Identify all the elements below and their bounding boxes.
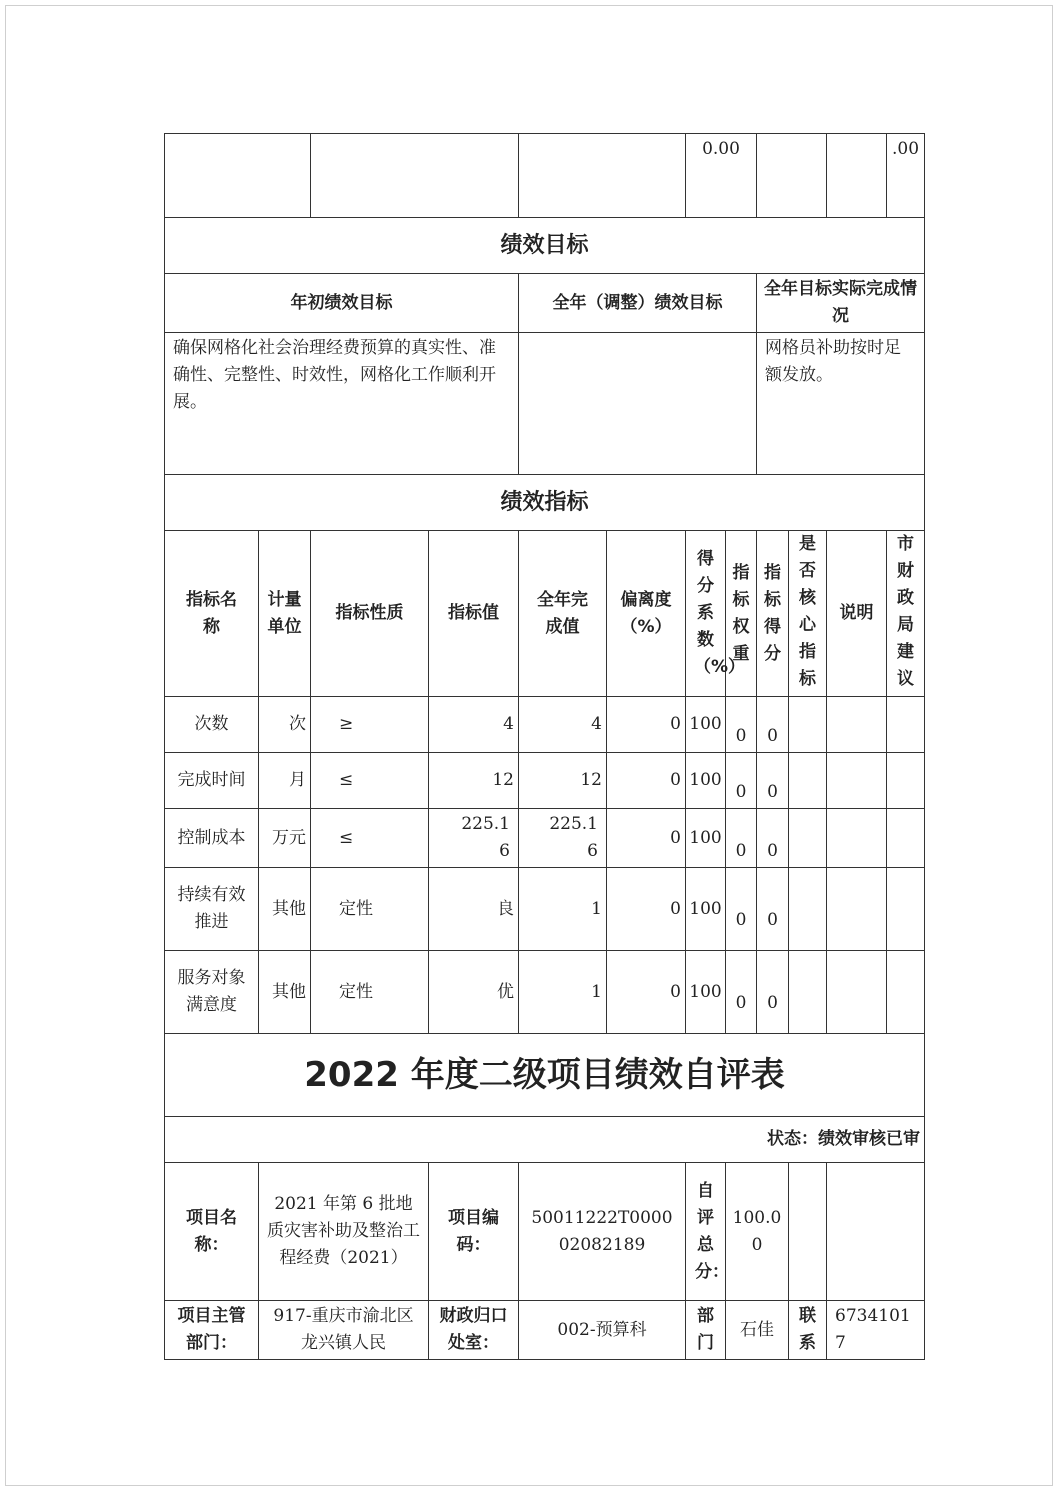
indicator-deviation: 0: [607, 697, 686, 753]
indicator-note: [827, 809, 887, 868]
indicator-coef: 100: [686, 809, 726, 868]
indicator-score: 0: [757, 753, 789, 809]
col-initial-goal: 年初绩效目标: [165, 274, 519, 333]
table-row: [165, 697, 925, 753]
indicator-weight: 0: [726, 809, 757, 868]
indicator-core: [789, 868, 827, 951]
header-advice: 市财政局建议: [887, 531, 925, 697]
indicator-core: [789, 697, 827, 753]
contact-person: 石佳: [726, 1301, 789, 1360]
goals-section-title: 绩效目标: [165, 218, 925, 274]
table-row: [165, 809, 925, 868]
indicator-value: 良: [429, 868, 519, 951]
indicator-actual: 1: [519, 868, 607, 951]
indicator-actual: 12: [519, 753, 607, 809]
empty-cell: [789, 1163, 827, 1301]
indicator-advice: [887, 753, 925, 809]
header-unit: 计量单位: [259, 531, 311, 697]
indicator-score: 0: [757, 697, 789, 753]
empty-cell: [165, 134, 311, 218]
header-deviation: 偏离度（%）: [607, 531, 686, 697]
finance-value: 002-预算科: [519, 1301, 686, 1360]
indicator-nature: ≤: [311, 809, 429, 868]
indicator-name: 控制成本: [165, 809, 259, 868]
indicator-deviation: 0: [607, 809, 686, 868]
indicator-advice: [887, 697, 925, 753]
amount-cell-narrow: .00: [887, 134, 925, 218]
indicator-weight: 0: [726, 951, 757, 1034]
header-core: 是否核心指标: [789, 531, 827, 697]
table-row: [165, 218, 925, 274]
indicator-note: [827, 868, 887, 951]
table-row: [165, 1301, 925, 1360]
indicator-unit: 月: [259, 753, 311, 809]
actual-completion-text: 网格员补助按时足额发放。: [757, 333, 925, 475]
indicator-unit: 其他: [259, 868, 311, 951]
empty-cell: [757, 134, 827, 218]
adjusted-goal-text: [519, 333, 757, 475]
indicator-score: 0: [757, 809, 789, 868]
dept-value: 917-重庆市渝北区龙兴镇人民: [259, 1301, 429, 1360]
table-row: [165, 1117, 925, 1163]
initial-goal-text: 确保网格化社会治理经费预算的真实性、准确性、完整性、时效性，网格化工作顺利开展。: [165, 333, 519, 475]
header-note: 说明: [827, 531, 887, 697]
indicator-name: 持续有效推进: [165, 868, 259, 951]
header-nature: 指标性质: [311, 531, 429, 697]
indicator-deviation: 0: [607, 868, 686, 951]
indicator-value: 225.16: [429, 809, 519, 868]
indicator-coef: 100: [686, 951, 726, 1034]
indicator-unit: 万元: [259, 809, 311, 868]
project-code-label: 项目编码：: [429, 1163, 519, 1301]
empty-cell: [827, 1163, 925, 1301]
header-weight: 指标权重: [726, 531, 757, 697]
indicator-advice: [887, 868, 925, 951]
indicator-name: 服务对象满意度: [165, 951, 259, 1034]
indicator-weight: 0: [726, 697, 757, 753]
table-row: [165, 868, 925, 951]
self-score-value: 100.00: [726, 1163, 789, 1301]
indicator-actual: 225.16: [519, 809, 607, 868]
indicators-section-title: 绩效指标: [165, 475, 925, 531]
indicator-nature: 定性: [311, 868, 429, 951]
report-title: 2022 年度二级项目绩效自评表: [165, 1034, 925, 1117]
table-row: [165, 1163, 925, 1301]
empty-cell: [519, 134, 686, 218]
empty-cell: [311, 134, 519, 218]
indicator-deviation: 0: [607, 951, 686, 1034]
indicator-score: 0: [757, 951, 789, 1034]
table-row: [165, 1034, 925, 1117]
indicator-core: [789, 753, 827, 809]
indicator-note: [827, 753, 887, 809]
indicator-core: [789, 809, 827, 868]
indicator-nature: ≥: [311, 697, 429, 753]
dept-label: 项目主管部门：: [165, 1301, 259, 1360]
indicator-unit: 次: [259, 697, 311, 753]
table-row: [165, 753, 925, 809]
col-adjusted-goal: 全年（调整）绩效目标: [519, 274, 757, 333]
table-row: [165, 475, 925, 531]
phone-value: 67341017: [827, 1301, 925, 1360]
indicator-nature: ≤: [311, 753, 429, 809]
indicator-name: 次数: [165, 697, 259, 753]
empty-cell: [827, 134, 887, 218]
project-code-value: 50011222T000002082189: [519, 1163, 686, 1301]
indicator-deviation: 0: [607, 753, 686, 809]
indicator-name: 完成时间: [165, 753, 259, 809]
indicator-note: [827, 951, 887, 1034]
contact-dept-label: 部门: [686, 1301, 726, 1360]
indicator-coef: 100: [686, 697, 726, 753]
performance-table: [164, 133, 925, 1360]
indicator-value: 优: [429, 951, 519, 1034]
table-row: [165, 134, 925, 218]
status-badge: 状态：绩效审核已审: [165, 1117, 925, 1163]
header-score: 指标得分: [757, 531, 789, 697]
project-name-label: 项目名称：: [165, 1163, 259, 1301]
header-value: 指标值: [429, 531, 519, 697]
table-row: [165, 274, 925, 333]
indicator-actual: 1: [519, 951, 607, 1034]
col-actual-completion: 全年目标实际完成情况: [757, 274, 925, 333]
phone-label: 联系: [789, 1301, 827, 1360]
table-row: [165, 951, 925, 1034]
indicator-nature: 定性: [311, 951, 429, 1034]
indicator-core: [789, 951, 827, 1034]
indicator-weight: 0: [726, 753, 757, 809]
indicator-weight: 0: [726, 868, 757, 951]
indicator-actual: 4: [519, 697, 607, 753]
header-actual: 全年完成值: [519, 531, 607, 697]
indicator-note: [827, 697, 887, 753]
indicator-header-row: [165, 531, 925, 697]
header-indicator-name: 指标名称: [165, 531, 259, 697]
header-coef: 得分系数（%）: [686, 531, 726, 697]
indicator-unit: 其他: [259, 951, 311, 1034]
table-row: [165, 333, 925, 475]
self-score-label: 自评总分：: [686, 1163, 726, 1301]
amount-cell: 0.00: [686, 134, 757, 218]
indicator-coef: 100: [686, 753, 726, 809]
indicator-advice: [887, 951, 925, 1034]
indicator-score: 0: [757, 868, 789, 951]
project-name-value: 2021 年第 6 批地质灾害补助及整治工程经费（2021）: [259, 1163, 429, 1301]
indicator-coef: 100: [686, 868, 726, 951]
indicator-value: 4: [429, 697, 519, 753]
indicator-value: 12: [429, 753, 519, 809]
indicator-advice: [887, 809, 925, 868]
finance-label: 财政归口处室：: [429, 1301, 519, 1360]
